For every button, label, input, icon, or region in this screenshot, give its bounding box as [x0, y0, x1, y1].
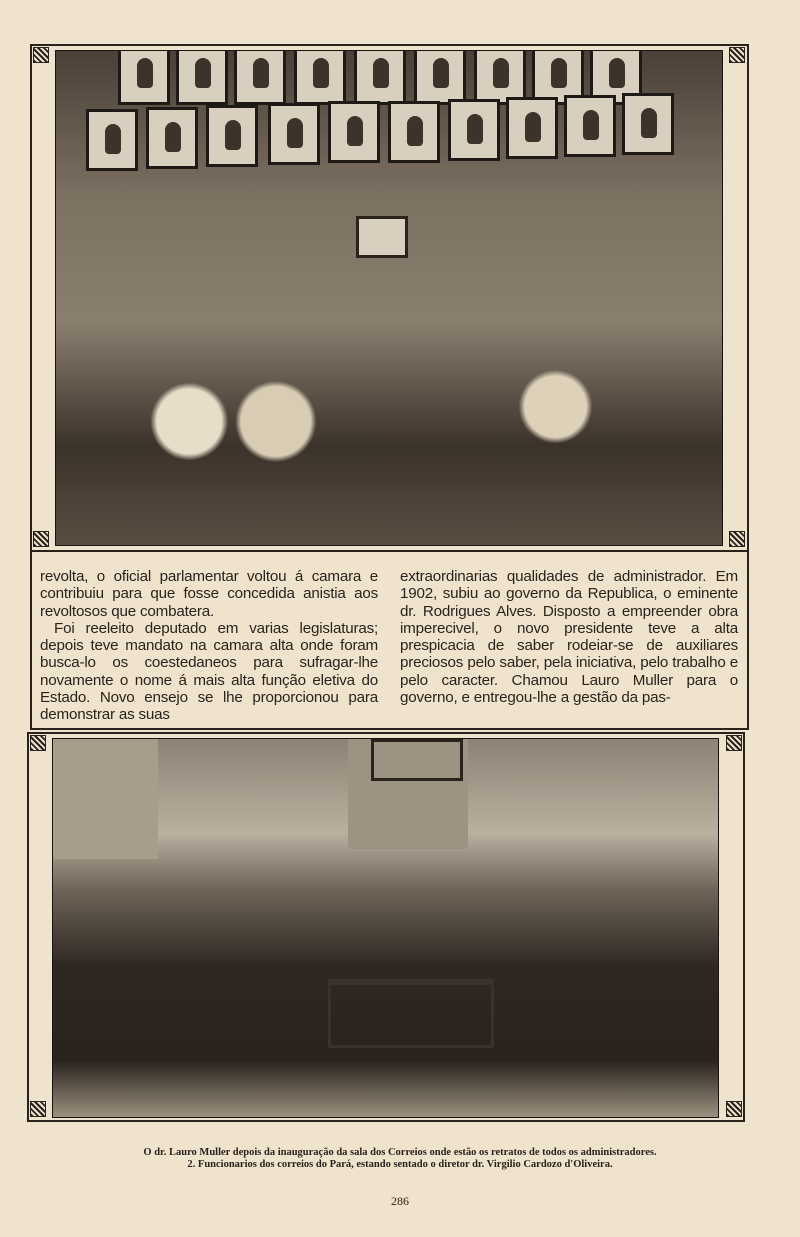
- page-number: 286: [391, 1194, 409, 1208]
- corner-ornament: [33, 531, 49, 547]
- paragraph: extraordinarias qualidades de administrador. Em 1902, subiu ao governo da Republica, o eminente dr. Rodrigues Alves. Disposto a empreender obra imperecivel, o novo presidente teve a alta prespicacia de saber rodeiar-se de auxiliares preciosos pelo saber, pela iniciativa, pelo trabalho e pelo caracter. Chamou Lauro Muller para o governo, e entregou-lhe a gestão da pas-: [400, 568, 738, 707]
- corner-ornament: [726, 1101, 742, 1117]
- corner-ornament: [729, 47, 745, 63]
- caption-line-2: 2. Funcionarios dos correios do Pará, estando sentado o diretor dr. Virgilio Cardozo d'Oliveira.: [187, 1159, 613, 1170]
- paragraph: Foi reeleito deputado em varias legislaturas; depois teve mandato na camara alta onde foram busca-lo os coestedaneos para sufragar-lhe novamente o nome á mais alta função eletiva do Estado. Novo ensejo se lhe proporcionou para demonstrar as suas: [40, 619, 378, 724]
- corner-ornament: [726, 735, 742, 751]
- corner-ornament: [30, 735, 46, 751]
- photo-funcionarios-correios-para: [52, 738, 719, 1118]
- caption-line-1: O dr. Lauro Muller depois da inauguração da sala dos Correios onde estão os retratos de todos os administradores.: [143, 1147, 657, 1158]
- corner-ornament: [33, 47, 49, 63]
- photo-inauguration-sala-correios: [55, 50, 723, 546]
- paragraph: revolta, o oficial parlamentar voltou á camara e contribuiu para que fosse concedida anistia aos revoltosos que combatera.: [40, 568, 378, 620]
- corner-ornament: [30, 1101, 46, 1117]
- article-right-column: [400, 568, 738, 706]
- article-left-column: [40, 568, 378, 724]
- corner-ornament: [729, 531, 745, 547]
